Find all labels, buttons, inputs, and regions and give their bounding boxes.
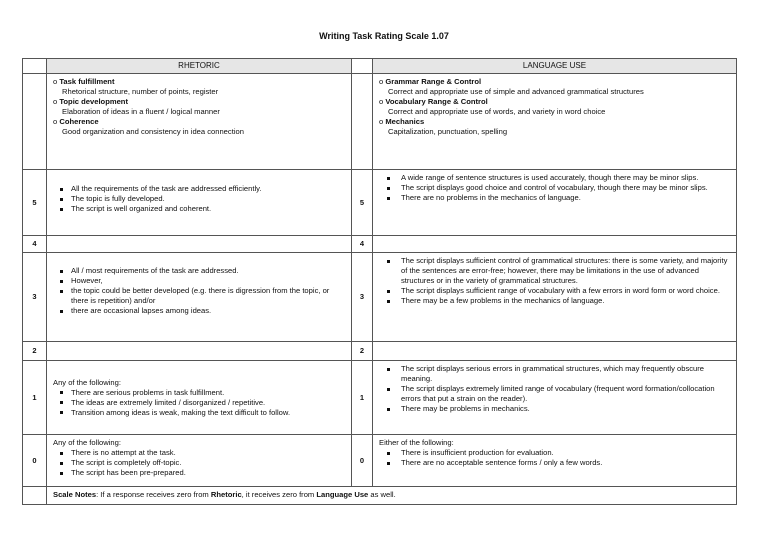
score-row-3 <box>23 253 737 342</box>
header-row <box>23 59 737 74</box>
rhetoric-descriptor <box>47 361 352 435</box>
intro-text: Any of the following: <box>53 438 121 447</box>
score-row-2 <box>23 342 737 361</box>
score-label: 0 <box>23 435 47 487</box>
score-label: 4 <box>352 236 373 253</box>
list-item: There is no attempt at the task. <box>53 448 345 458</box>
language-use-criteria <box>373 74 737 170</box>
list-item: The script displays good choice and control of vocabulary, though there may be minor slips. <box>379 183 730 193</box>
language-use-descriptor <box>373 170 737 236</box>
language-use-descriptor <box>373 435 737 487</box>
scale-notes: Scale Notes: If a response receives zero from Rhetoric, it receives zero from Language Use as well. <box>47 487 737 505</box>
language-use-header: LANGUAGE USE <box>373 59 737 74</box>
list-item: The script is well organized and coherent. <box>53 204 345 214</box>
criterion: o Coherence Good organization and consistency in idea connection <box>53 117 345 137</box>
list-item: The script displays serious errors in grammatical structures, which may frequently obscure meaning. <box>379 364 730 384</box>
rhetoric-header: RHETORIC <box>47 59 352 74</box>
criterion: o Mechanics Capitalization, punctuation, spelling <box>379 117 730 137</box>
list-item: The script displays sufficient range of vocabulary with a few errors in word form or word choice. <box>379 286 730 296</box>
list-item: The ideas are extremely limited / disorganized / repetitive. <box>53 398 345 408</box>
rhetoric-criteria <box>47 74 352 170</box>
list-item: There are no acceptable sentence forms / only a few words. <box>379 458 730 468</box>
score-row-5 <box>23 170 737 236</box>
rhetoric-descriptor <box>47 435 352 487</box>
list-item: There are no problems in the mechanics of language. <box>379 193 730 203</box>
rhetoric-descriptor <box>47 253 352 342</box>
list-item: The script displays sufficient control of grammatical structures: there is some variety, and majority of the sentences are error-free; however, there may be limitations in the use of advanced structures or in the variety of grammatical structures. <box>379 256 730 286</box>
list-item-continuation: However, <box>53 276 345 286</box>
score-row-4 <box>23 236 737 253</box>
score-label: 1 <box>23 361 47 435</box>
criterion: o Vocabulary Range & Control Correct and appropriate use of words, and variety in word choice <box>379 97 730 117</box>
rating-scale-table <box>22 58 737 505</box>
intro-text: Either of the following: <box>379 438 454 447</box>
score-label: 2 <box>352 342 373 361</box>
list-item: The script has been pre-prepared. <box>53 468 345 478</box>
score-label: 3 <box>23 253 47 342</box>
rhetoric-descriptor <box>47 170 352 236</box>
list-item: There may be problems in mechanics. <box>379 404 730 414</box>
score-label: 3 <box>352 253 373 342</box>
list-item: There are serious problems in task fulfillment. <box>53 388 345 398</box>
score-label: 0 <box>352 435 373 487</box>
score-row-1 <box>23 361 737 435</box>
list-item: The script is completely off-topic. <box>53 458 345 468</box>
score-label: 4 <box>23 236 47 253</box>
page-title: Writing Task Rating Scale 1.07 <box>319 31 449 41</box>
language-use-descriptor <box>373 253 737 342</box>
criterion: o Task fulfillment Rhetorical structure, number of points, register <box>53 77 345 97</box>
list-item: A wide range of sentence structures is used accurately, though there may be minor slips. <box>379 173 730 183</box>
list-item: the topic could be better developed (e.g. there is digression from the topic, or there is repetition) and/or <box>53 286 345 306</box>
list-item: All / most requirements of the task are addressed. <box>53 266 345 276</box>
criteria-row <box>23 74 737 170</box>
list-item: There is insufficient production for evaluation. <box>379 448 730 458</box>
score-label: 5 <box>23 170 47 236</box>
intro-text: Any of the following: <box>53 377 121 387</box>
score-label: 5 <box>352 170 373 236</box>
score-label: 1 <box>352 361 373 435</box>
list-item: There may be a few problems in the mechanics of language. <box>379 296 730 306</box>
language-use-descriptor <box>373 361 737 435</box>
scale-notes-row <box>23 487 737 505</box>
score-label: 2 <box>23 342 47 361</box>
criterion: o Topic development Elaboration of ideas in a fluent / logical manner <box>53 97 345 117</box>
criterion: o Grammar Range & Control Correct and appropriate use of simple and advanced grammatical structures <box>379 77 730 97</box>
score-row-0 <box>23 435 737 487</box>
list-item: The script displays extremely limited range of vocabulary (frequent word formation/collocation errors that put a strain on the reader). <box>379 384 730 404</box>
list-item: The topic is fully developed. <box>53 194 345 204</box>
list-item: All the requirements of the task are addressed efficiently. <box>53 184 345 194</box>
list-item: there are occasional lapses among ideas. <box>53 306 345 316</box>
list-item: Transition among ideas is weak, making the text difficult to follow. <box>53 408 345 418</box>
